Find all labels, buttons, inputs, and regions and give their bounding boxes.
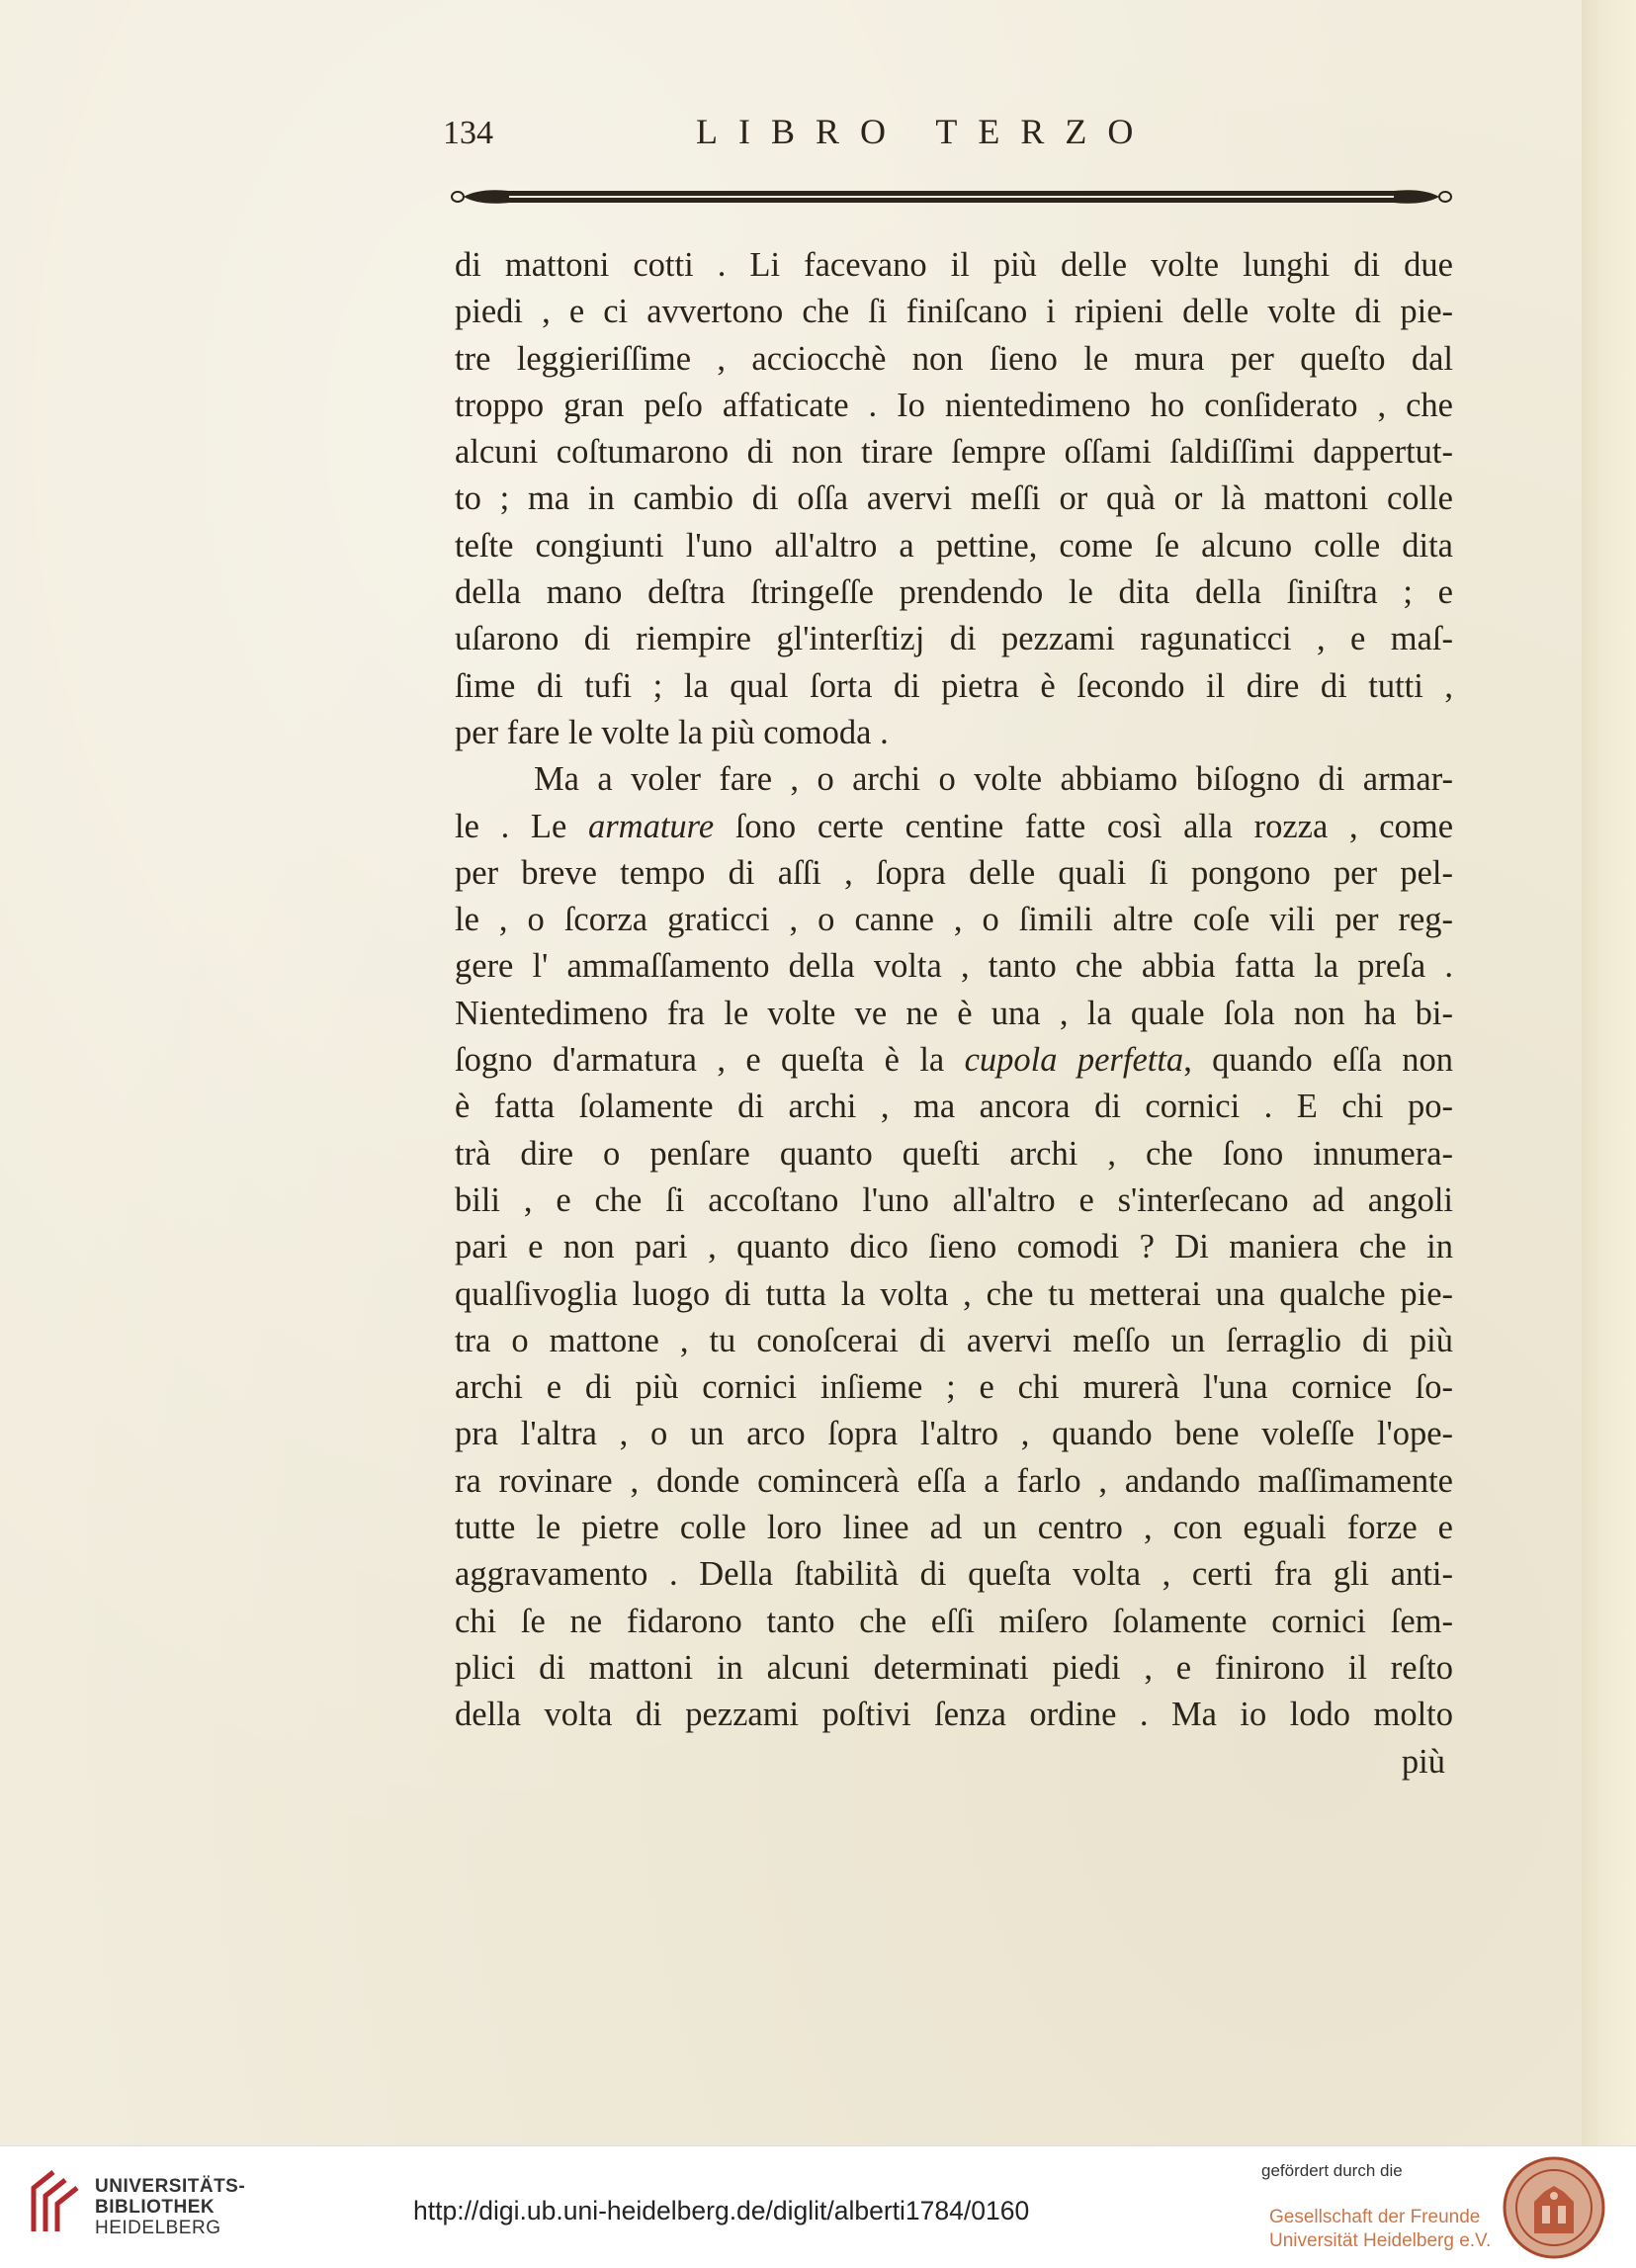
body-text bbox=[455, 242, 1453, 1786]
text-run: ſogno d'armatura , e queſta è la bbox=[455, 1041, 945, 1080]
text-line: qualſivoglia luogo di tutta la volta , che tu metterai una qualche pie- bbox=[455, 1274, 1453, 1313]
source-url-link[interactable]: http://digi.ub.uni-heidelberg.de/diglit/alberti1784/0160 bbox=[413, 2196, 1030, 2225]
text-line: uſarono di riempire gl'interſtizj di pezzami ragunaticci , e maſ- bbox=[455, 620, 1453, 658]
paragraph-1 bbox=[455, 242, 1453, 756]
text-line: aggravamento . Della ſtabilità di queſta volta , certi fra gli anti- bbox=[455, 1555, 1453, 1594]
text-line: Nientedimeno fra le volte ve ne è una , la quale ſola non ha bi- bbox=[455, 994, 1453, 1032]
text-line: per breve tempo di aſſi , ſopra delle quali ſi pongono per pel- bbox=[455, 853, 1453, 892]
text-line: Ma a voler fare , o archi o volte abbiamo biſogno di armar- bbox=[534, 760, 1453, 799]
text-line-armature bbox=[455, 804, 1453, 850]
page-number: 134 bbox=[443, 115, 493, 151]
paragraph-2 bbox=[455, 756, 1453, 1738]
text-line: trà dire o penſare quanto queſti archi , che ſono innumera- bbox=[455, 1134, 1453, 1173]
running-header bbox=[443, 111, 1463, 160]
text-run: ſono certe centine fatte così alla rozza , come bbox=[734, 807, 1454, 845]
funder-name-line: Universität Heidelberg e.V. bbox=[1269, 2230, 1492, 2251]
text-line: teſte congiunti l'uno all'altro a pettine, come ſe alcuno colle dita bbox=[455, 526, 1453, 565]
text-line: è fatta ſolamente di archi , ma ancora di cornici . E chi po- bbox=[455, 1088, 1453, 1126]
catchword: più bbox=[1401, 1742, 1445, 1781]
library-name-line: BIBLIOTHEK bbox=[95, 2197, 215, 2218]
text-line: piedi , e ci avvertono che ſi finiſcano i ripieni delle volte di pie- bbox=[455, 293, 1453, 331]
text-line: troppo gran peſo affaticate . Io nientedimeno ho conſiderato , che bbox=[455, 386, 1453, 424]
running-title: LIBRO TERZO bbox=[696, 112, 1155, 151]
library-logo-icon[interactable] bbox=[26, 2166, 89, 2235]
library-name-line: UNIVERSITÄTS- bbox=[95, 2176, 246, 2197]
text-line: alcuni coſtumarono di non tirare ſempre oſſami ſaldiſſimi dappertut- bbox=[455, 433, 1453, 472]
text-line: tutte le pietre colle loro linee ad un centro , con eguali forze e bbox=[455, 1509, 1453, 1547]
text-line: ra rovinare , donde comincerà eſſa a farlo , andando maſſimamente bbox=[455, 1461, 1453, 1500]
page-edge bbox=[1582, 0, 1636, 2145]
funder-name-line: Gesellschaft der Freunde bbox=[1269, 2207, 1481, 2227]
funder-label: gefördert durch die bbox=[1261, 2161, 1403, 2180]
text-line: le , o ſcorza graticci , o canne , o ſimili altre coſe vili per reg- bbox=[455, 901, 1453, 939]
text-line: pari e non pari , quanto dico ſieno comodi ? Di maniera che in bbox=[455, 1228, 1453, 1266]
term-cupola-perfetta: cupola perfetta bbox=[964, 1041, 1184, 1080]
text-line: plici di mattoni in alcuni determinati piedi , e finirono il reſto bbox=[455, 1648, 1453, 1687]
text-line: per fare le volte la più comoda . bbox=[455, 713, 889, 751]
text-line: bili , e che ſi accoſtano l'uno all'altro e s'interſecano ad angoli bbox=[455, 1180, 1453, 1219]
library-name-line: HEIDELBERG bbox=[95, 2218, 221, 2238]
library-name[interactable] bbox=[95, 2176, 245, 2238]
text-line: di mattoni cotti . Li facevano il più delle volte lunghi di due bbox=[455, 246, 1453, 284]
text-line: archi e di più cornici inſieme ; e chi murerà l'una cornice ſo- bbox=[455, 1368, 1453, 1407]
text-run: le . Le bbox=[455, 807, 567, 845]
digitization-footer bbox=[0, 2145, 1636, 2268]
university-seal-icon bbox=[1503, 2156, 1605, 2259]
text-line: chi ſe ne fidarono tanto che eſſi miſero ſolamente cornici ſem- bbox=[455, 1602, 1453, 1640]
term-armature: armature bbox=[588, 807, 715, 845]
text-line: della volta di pezzami poſtivi ſenza ordine . Ma io lodo molto bbox=[455, 1696, 1453, 1734]
text-run: , quando eſſa non bbox=[1183, 1041, 1453, 1080]
text-line: pra l'altra , o un arco ſopra l'altro , quando bene voleſſe l'ope- bbox=[455, 1415, 1453, 1453]
text-line-cupola bbox=[455, 1037, 1453, 1084]
text-line: gere l' ammaſſamento della volta , tanto che abbia fatta la preſa . bbox=[455, 947, 1453, 986]
ornamental-rule bbox=[450, 184, 1453, 210]
funder-name[interactable] bbox=[1269, 2206, 1491, 2253]
text-line: to ; ma in cambio di oſſa avervi meſſi or quà or là mattoni colle bbox=[455, 480, 1453, 518]
text-line: ſime di tufi ; la qual ſorta di pietra è ſecondo il dire di tutti , bbox=[455, 666, 1453, 705]
text-line: tre leggieriſſime , acciocchè non ſieno le mura per queſto dal bbox=[455, 339, 1453, 378]
text-line: della mano deſtra ſtringeſſe prendendo le dita della ſiniſtra ; e bbox=[455, 573, 1453, 612]
text-line: tra o mattone , tu conoſcerai di avervi meſſo un ſerraglio di più bbox=[455, 1321, 1453, 1359]
